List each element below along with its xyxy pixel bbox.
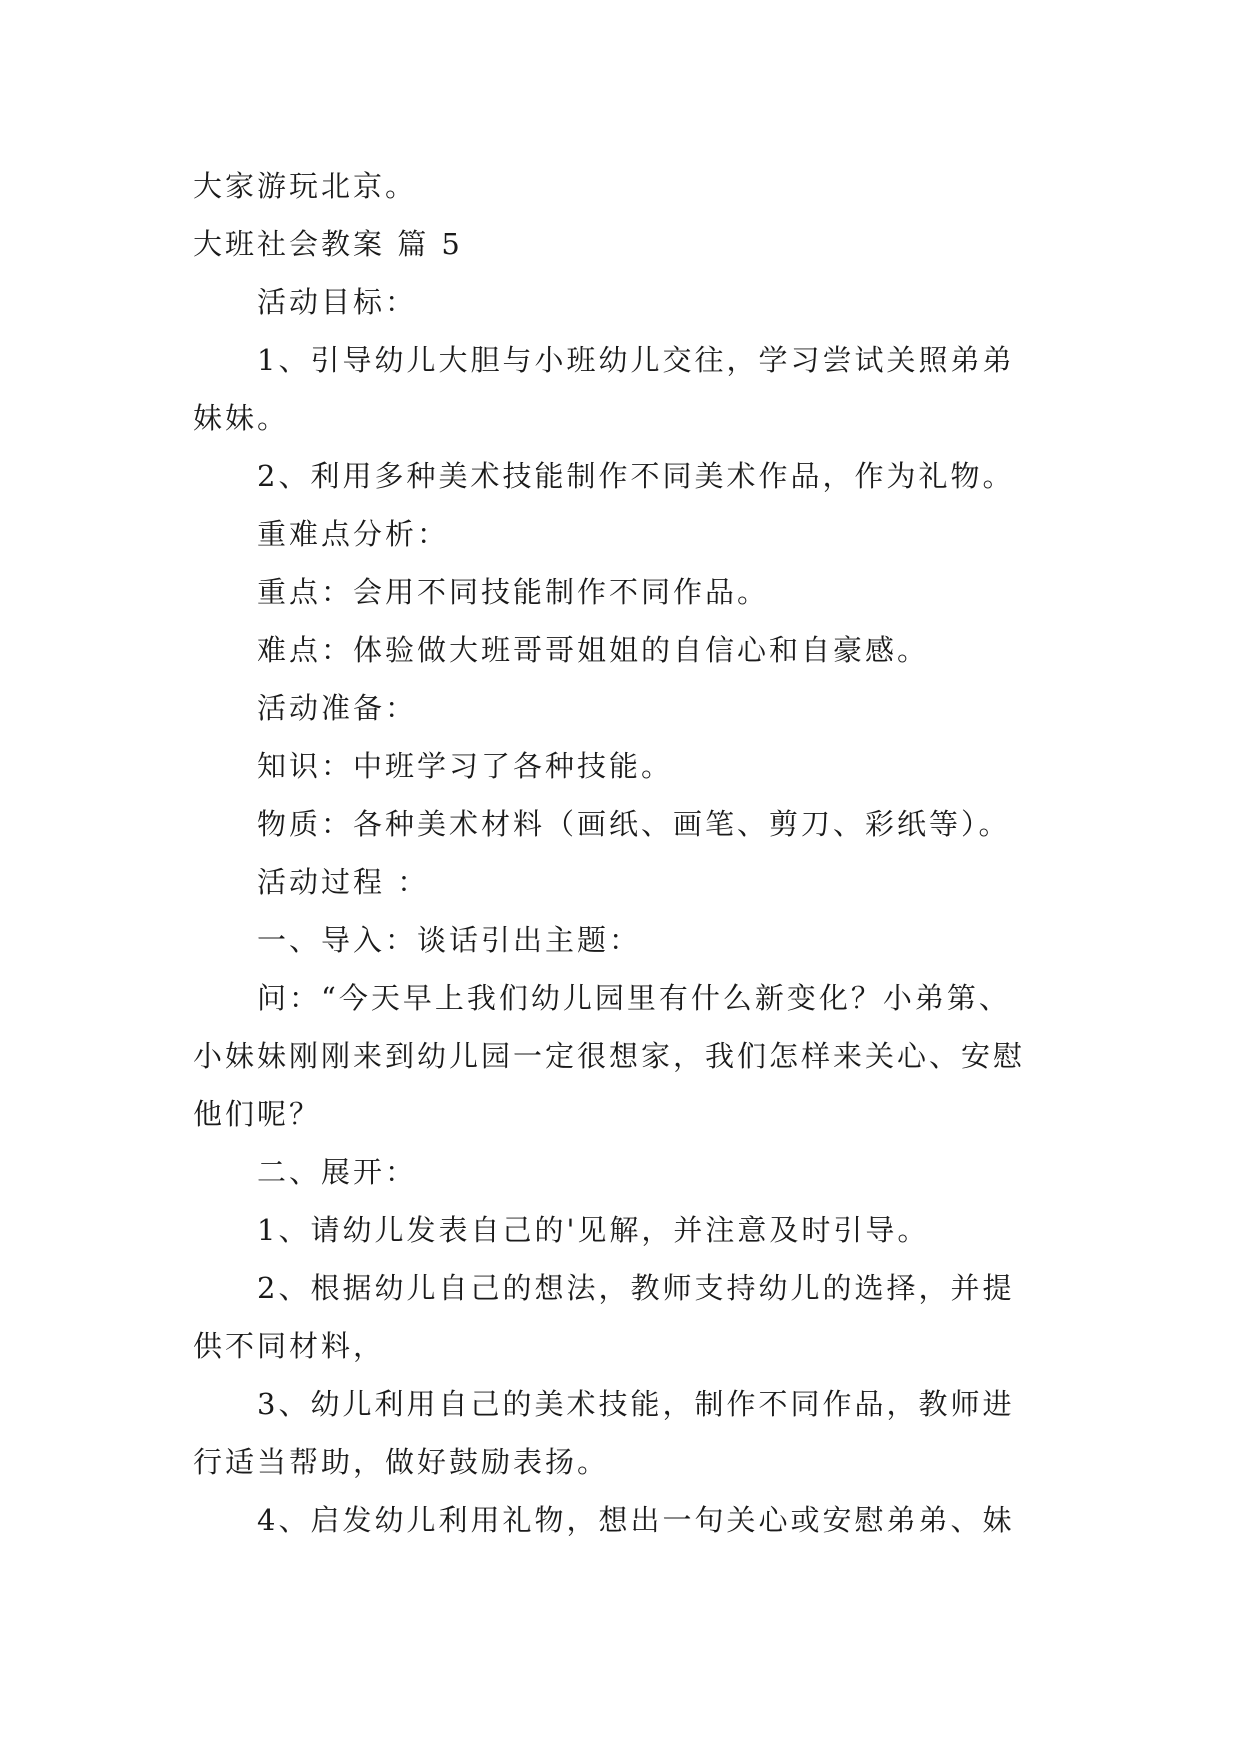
text-line: 二、展开：: [257, 1155, 418, 1189]
text-line: 2、利用多种美术技能制作不同美术作品，作为礼物。: [257, 459, 1015, 493]
text-line: 问：“今天早上我们幼儿园里有什么新变化？小弟第、: [257, 981, 1011, 1015]
text-line: 4、启发幼儿利用礼物，想出一句关心或安慰弟弟、妹: [257, 1503, 1015, 1537]
text-line: 妹妹。: [193, 401, 290, 435]
text-line: 难点：体验做大班哥哥姐姐的自信心和自豪感。: [257, 633, 930, 667]
text-line: 活动目标：: [257, 285, 418, 319]
text-line: 活动过程 ：: [257, 865, 430, 899]
text-line: 一、导入：谈话引出主题：: [257, 923, 642, 957]
text-line: 他们呢？: [193, 1097, 322, 1131]
text-line: 重点：会用不同技能制作不同作品。: [257, 575, 770, 609]
text-line: 1、请幼儿发表自己的'见解，并注意及时引导。: [257, 1213, 930, 1247]
section-heading: 大班社会教案 篇 5: [193, 227, 463, 261]
text-line: 行适当帮助，做好鼓励表扬。: [193, 1445, 610, 1479]
text-line: 2、根据幼儿自己的想法，教师支持幼儿的选择，并提: [257, 1271, 1015, 1305]
text-line: 重难点分析：: [257, 517, 450, 551]
text-line: 小妹妹刚刚来到幼儿园一定很想家，我们怎样来关心、安慰: [193, 1039, 1026, 1073]
text-line: 活动准备：: [257, 691, 418, 725]
text-line: 3、幼儿利用自己的美术技能，制作不同作品，教师进: [257, 1387, 1015, 1421]
text-line: 大家游玩北京。: [193, 169, 418, 203]
text-line: 知识：中班学习了各种技能。: [257, 749, 674, 783]
text-line: 供不同材料，: [193, 1329, 386, 1363]
text-line: 1、引导幼儿大胆与小班幼儿交往，学习尝试关照弟弟: [257, 343, 1015, 377]
text-line: 物质：各种美术材料（画纸、画笔、剪刀、彩纸等）。: [257, 807, 1011, 841]
